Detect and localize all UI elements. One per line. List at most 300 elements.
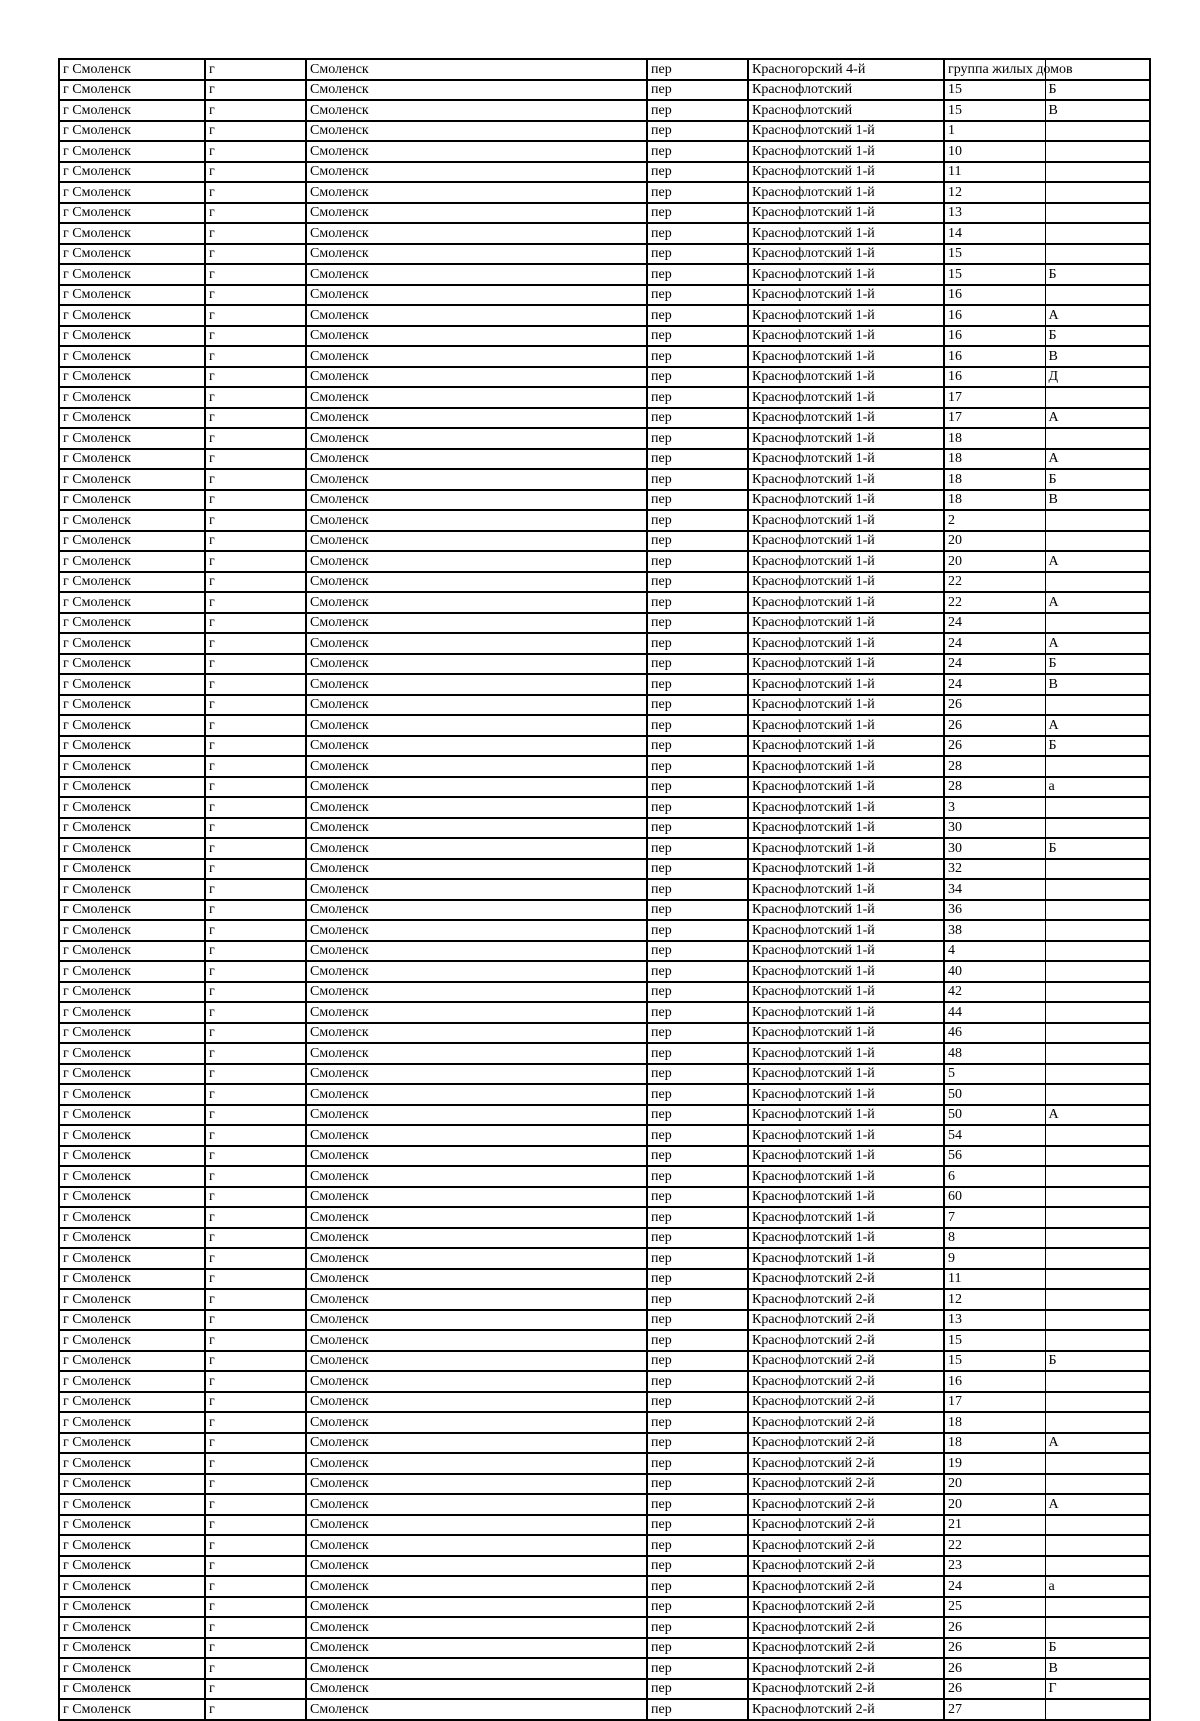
city-name-cell: Смоленск [306,1515,647,1536]
building-letter-cell: А [1045,1105,1150,1126]
city-full-cell: г Смоленск [59,1166,205,1187]
building-letter-cell [1045,1146,1150,1167]
table-row [59,941,1150,962]
city-full-cell: г Смоленск [59,1330,205,1351]
city-type-cell: г [205,1433,306,1454]
city-name-cell: Смоленск [306,1187,647,1208]
house-number-cell: 26 [944,1658,1045,1679]
building-letter-cell: А [1045,1494,1150,1515]
table-row [59,203,1150,224]
city-name-cell: Смоленск [306,264,647,285]
street-type-cell: пер [647,613,748,634]
city-full-cell: г Смоленск [59,961,205,982]
street-name-cell: Краснофлотский 1-й [748,326,944,347]
building-letter-cell: Б [1045,736,1150,757]
house-number-cell: 17 [944,387,1045,408]
building-letter-cell [1045,1515,1150,1536]
table-row [59,244,1150,265]
street-type-cell: пер [647,305,748,326]
table-row [59,285,1150,306]
city-type-cell: г [205,613,306,634]
street-type-cell: пер [647,879,748,900]
street-name-cell: Красногорский 4-й [748,59,944,80]
street-type-cell: пер [647,982,748,1003]
house-number-cell: 28 [944,777,1045,798]
city-type-cell: г [205,1453,306,1474]
city-name-cell: Смоленск [306,1166,647,1187]
street-type-cell: пер [647,1207,748,1228]
city-full-cell: г Смоленск [59,1371,205,1392]
city-full-cell: г Смоленск [59,1433,205,1454]
city-name-cell: Смоленск [306,797,647,818]
city-type-cell: г [205,633,306,654]
street-name-cell: Краснофлотский [748,100,944,121]
table-row [59,1679,1150,1700]
building-letter-cell: Б [1045,326,1150,347]
city-full-cell: г Смоленск [59,1023,205,1044]
street-name-cell: Краснофлотский 1-й [748,674,944,695]
city-name-cell: Смоленск [306,1638,647,1659]
house-number-cell: 9 [944,1248,1045,1269]
table-row [59,531,1150,552]
street-name-cell: Краснофлотский 1-й [748,756,944,777]
house-number-cell: 16 [944,326,1045,347]
street-type-cell: пер [647,531,748,552]
city-type-cell: г [205,592,306,613]
city-type-cell: г [205,1207,306,1228]
street-name-cell: Краснофлотский 1-й [748,264,944,285]
street-type-cell: пер [647,838,748,859]
house-number-cell: 26 [944,736,1045,757]
city-type-cell: г [205,777,306,798]
street-type-cell: пер [647,1248,748,1269]
street-name-cell: Краснофлотский 1-й [748,1084,944,1105]
table-row [59,305,1150,326]
house-number-cell: 24 [944,633,1045,654]
table-row [59,900,1150,921]
building-letter-cell [1045,387,1150,408]
table-row [59,551,1150,572]
city-full-cell: г Смоленск [59,633,205,654]
city-name-cell: Смоленск [306,1576,647,1597]
city-name-cell: Смоленск [306,387,647,408]
city-type-cell: г [205,264,306,285]
street-name-cell: Краснофлотский 1-й [748,1187,944,1208]
table-row [59,387,1150,408]
table-row [59,1576,1150,1597]
table-row [59,1433,1150,1454]
table-row [59,879,1150,900]
table-row [59,1084,1150,1105]
table-row [59,572,1150,593]
table-row [59,838,1150,859]
table-row [59,428,1150,449]
house-number-cell: 34 [944,879,1045,900]
house-number-cell: 44 [944,1002,1045,1023]
city-type-cell: г [205,1371,306,1392]
table-row [59,674,1150,695]
city-full-cell: г Смоленск [59,490,205,511]
house-number-cell: 24 [944,1576,1045,1597]
street-name-cell: Краснофлотский 1-й [748,551,944,572]
city-full-cell: г Смоленск [59,80,205,101]
building-letter-cell: а [1045,1576,1150,1597]
street-type-cell: пер [647,244,748,265]
street-name-cell: Краснофлотский 1-й [748,162,944,183]
street-type-cell: пер [647,387,748,408]
street-type-cell: пер [647,121,748,142]
street-type-cell: пер [647,1617,748,1638]
building-letter-cell: Б [1045,838,1150,859]
city-full-cell: г Смоленск [59,941,205,962]
building-letter-cell: Б [1045,264,1150,285]
city-full-cell: г Смоленск [59,1658,205,1679]
building-letter-cell: А [1045,551,1150,572]
city-name-cell: Смоленск [306,818,647,839]
city-full-cell: г Смоленск [59,592,205,613]
house-number-cell: 15 [944,80,1045,101]
city-type-cell: г [205,1556,306,1577]
city-name-cell: Смоленск [306,1556,647,1577]
city-full-cell: г Смоленск [59,1679,205,1700]
city-name-cell: Смоленск [306,223,647,244]
city-type-cell: г [205,1617,306,1638]
street-name-cell: Краснофлотский 1-й [748,367,944,388]
city-type-cell: г [205,121,306,142]
building-letter-cell [1045,203,1150,224]
city-full-cell: г Смоленск [59,162,205,183]
building-letter-cell [1045,1002,1150,1023]
house-number-cell: 24 [944,654,1045,675]
city-name-cell: Смоленск [306,1248,647,1269]
table-row [59,408,1150,429]
city-name-cell: Смоленск [306,203,647,224]
building-letter-cell [1045,223,1150,244]
city-full-cell: г Смоленск [59,387,205,408]
building-letter-cell [1045,510,1150,531]
building-letter-cell [1045,756,1150,777]
street-name-cell: Краснофлотский 1-й [748,387,944,408]
house-number-cell: 56 [944,1146,1045,1167]
city-name-cell: Смоленск [306,1207,647,1228]
house-number-cell: 23 [944,1556,1045,1577]
city-name-cell: Смоленск [306,1064,647,1085]
house-number-cell: 17 [944,1392,1045,1413]
street-type-cell: пер [647,756,748,777]
city-full-cell: г Смоленск [59,1515,205,1536]
city-name-cell: Смоленск [306,695,647,716]
city-full-cell: г Смоленск [59,1453,205,1474]
city-type-cell: г [205,182,306,203]
street-type-cell: пер [647,572,748,593]
house-number-cell: 28 [944,756,1045,777]
street-type-cell: пер [647,1433,748,1454]
city-type-cell: г [205,572,306,593]
house-number-cell: 16 [944,346,1045,367]
street-name-cell: Краснофлотский 2-й [748,1515,944,1536]
street-type-cell: пер [647,1228,748,1249]
house-number-cell: 12 [944,1289,1045,1310]
city-name-cell: Смоленск [306,1535,647,1556]
city-name-cell: Смоленск [306,572,647,593]
house-number-cell: 15 [944,1330,1045,1351]
table-row [59,121,1150,142]
building-letter-cell: Б [1045,469,1150,490]
house-number-cell: 22 [944,592,1045,613]
building-letter-cell [1045,1269,1150,1290]
street-type-cell: пер [647,223,748,244]
city-full-cell: г Смоленск [59,797,205,818]
city-full-cell: г Смоленск [59,1043,205,1064]
street-name-cell: Краснофлотский 1-й [748,613,944,634]
street-type-cell: пер [647,1310,748,1331]
building-letter-cell [1045,1556,1150,1577]
building-letter-cell [1045,1064,1150,1085]
city-full-cell: г Смоленск [59,367,205,388]
city-name-cell: Смоленск [306,510,647,531]
street-name-cell: Краснофлотский 2-й [748,1453,944,1474]
street-name-cell: Краснофлотский 1-й [748,818,944,839]
street-name-cell: Краснофлотский 2-й [748,1412,944,1433]
street-name-cell: Краснофлотский 1-й [748,633,944,654]
city-type-cell: г [205,326,306,347]
table-row [59,1269,1150,1290]
table-row [59,1351,1150,1372]
table-row [59,1699,1150,1720]
city-name-cell: Смоленск [306,900,647,921]
street-type-cell: пер [647,1084,748,1105]
street-name-cell: Краснофлотский 1-й [748,223,944,244]
city-type-cell: г [205,838,306,859]
building-letter-cell [1045,162,1150,183]
street-name-cell: Краснофлотский 1-й [748,1146,944,1167]
street-name-cell: Краснофлотский [748,80,944,101]
table-row [59,1638,1150,1659]
building-letter-cell [1045,1043,1150,1064]
city-type-cell: г [205,1576,306,1597]
table-row [59,490,1150,511]
table-row [59,346,1150,367]
city-type-cell: г [205,1412,306,1433]
street-name-cell: Краснофлотский 2-й [748,1576,944,1597]
city-type-cell: г [205,1699,306,1720]
city-name-cell: Смоленск [306,59,647,80]
building-letter-cell: Д [1045,367,1150,388]
city-type-cell: г [205,285,306,306]
table-row [59,264,1150,285]
building-letter-cell [1045,900,1150,921]
city-name-cell: Смоленск [306,346,647,367]
city-name-cell: Смоленск [306,961,647,982]
building-letter-cell [1045,1310,1150,1331]
city-name-cell: Смоленск [306,80,647,101]
city-name-cell: Смоленск [306,859,647,880]
street-type-cell: пер [647,326,748,347]
table-row [59,818,1150,839]
street-type-cell: пер [647,367,748,388]
building-letter-cell [1045,879,1150,900]
house-number-cell: 15 [944,264,1045,285]
street-name-cell: Краснофлотский 1-й [748,121,944,142]
street-type-cell: пер [647,1412,748,1433]
house-number-cell: 4 [944,941,1045,962]
table-row [59,1146,1150,1167]
city-name-cell: Смоленск [306,449,647,470]
table-row [59,1494,1150,1515]
table-row [59,182,1150,203]
street-type-cell: пер [647,490,748,511]
house-number-cell: 12 [944,182,1045,203]
building-letter-cell: Б [1045,654,1150,675]
house-number-cell: 18 [944,1433,1045,1454]
city-full-cell: г Смоленск [59,1125,205,1146]
house-number-cell: 1 [944,121,1045,142]
street-name-cell: Краснофлотский 2-й [748,1638,944,1659]
street-name-cell: Краснофлотский 1-й [748,141,944,162]
city-type-cell: г [205,1638,306,1659]
street-type-cell: пер [647,1597,748,1618]
table-row [59,1289,1150,1310]
street-name-cell: Краснофлотский 1-й [748,428,944,449]
house-number-cell: 26 [944,1638,1045,1659]
city-type-cell: г [205,1002,306,1023]
street-name-cell: Краснофлотский 1-й [748,346,944,367]
city-type-cell: г [205,920,306,941]
city-type-cell: г [205,141,306,162]
city-full-cell: г Смоленск [59,121,205,142]
street-name-cell: Краснофлотский 1-й [748,182,944,203]
table-row [59,920,1150,941]
street-type-cell: пер [647,1392,748,1413]
street-name-cell: Краснофлотский 1-й [748,449,944,470]
table-row [59,469,1150,490]
street-type-cell: пер [647,346,748,367]
street-type-cell: пер [647,1351,748,1372]
city-type-cell: г [205,797,306,818]
table-row [59,326,1150,347]
street-type-cell: пер [647,449,748,470]
street-name-cell: Краснофлотский 2-й [748,1351,944,1372]
street-type-cell: пер [647,1064,748,1085]
street-name-cell: Краснофлотский 2-й [748,1474,944,1495]
city-full-cell: г Смоленск [59,1474,205,1495]
house-number-cell: 10 [944,141,1045,162]
table-row [59,1474,1150,1495]
city-full-cell: г Смоленск [59,756,205,777]
table-row [59,367,1150,388]
city-full-cell: г Смоленск [59,59,205,80]
city-type-cell: г [205,367,306,388]
building-letter-cell: Г [1045,1679,1150,1700]
street-name-cell: Краснофлотский 1-й [748,859,944,880]
house-number-cell: 15 [944,244,1045,265]
city-type-cell: г [205,510,306,531]
building-letter-cell [1045,1207,1150,1228]
house-number-cell: 2 [944,510,1045,531]
house-number-cell: 20 [944,531,1045,552]
table-row [59,715,1150,736]
street-type-cell: пер [647,1371,748,1392]
building-letter-cell: В [1045,674,1150,695]
city-type-cell: г [205,1146,306,1167]
street-name-cell: Краснофлотский 1-й [748,408,944,429]
city-full-cell: г Смоленск [59,1146,205,1167]
city-full-cell: г Смоленск [59,1228,205,1249]
city-name-cell: Смоленск [306,141,647,162]
city-full-cell: г Смоленск [59,469,205,490]
building-letter-cell [1045,1597,1150,1618]
table-row [59,100,1150,121]
building-letter-cell [1045,1125,1150,1146]
street-name-cell: Краснофлотский 1-й [748,695,944,716]
street-name-cell: Краснофлотский 2-й [748,1269,944,1290]
building-letter-cell [1045,1289,1150,1310]
city-name-cell: Смоленск [306,244,647,265]
house-number-cell: 25 [944,1597,1045,1618]
city-type-cell: г [205,1515,306,1536]
city-full-cell: г Смоленск [59,838,205,859]
city-full-cell: г Смоленск [59,203,205,224]
building-letter-cell [1045,1187,1150,1208]
house-number-cell: 14 [944,223,1045,244]
house-number-cell: 24 [944,674,1045,695]
house-number-cell: 24 [944,613,1045,634]
house-number-cell: 18 [944,428,1045,449]
street-type-cell: пер [647,182,748,203]
street-type-cell: пер [647,264,748,285]
city-type-cell: г [205,1597,306,1618]
city-type-cell: г [205,1187,306,1208]
street-type-cell: пер [647,469,748,490]
city-name-cell: Смоленск [306,121,647,142]
city-type-cell: г [205,859,306,880]
building-letter-cell: В [1045,1658,1150,1679]
city-full-cell: г Смоленск [59,777,205,798]
street-name-cell: Краснофлотский 2-й [748,1617,944,1638]
city-full-cell: г Смоленск [59,818,205,839]
city-type-cell: г [205,490,306,511]
city-type-cell: г [205,1351,306,1372]
street-type-cell: пер [647,1699,748,1720]
street-type-cell: пер [647,633,748,654]
street-type-cell: пер [647,1166,748,1187]
street-type-cell: пер [647,1002,748,1023]
city-name-cell: Смоленск [306,162,647,183]
street-type-cell: пер [647,941,748,962]
table-row [59,1228,1150,1249]
street-type-cell: пер [647,900,748,921]
city-name-cell: Смоленск [306,1453,647,1474]
city-type-cell: г [205,1084,306,1105]
street-name-cell: Краснофлотский 1-й [748,244,944,265]
table-row [59,1207,1150,1228]
table-row [59,1515,1150,1536]
city-type-cell: г [205,469,306,490]
house-number-cell: 17 [944,408,1045,429]
city-full-cell: г Смоленск [59,408,205,429]
city-name-cell: Смоленск [306,613,647,634]
street-type-cell: пер [647,777,748,798]
city-type-cell: г [205,1023,306,1044]
table-row [59,736,1150,757]
street-name-cell: Краснофлотский 1-й [748,838,944,859]
house-number-cell: 3 [944,797,1045,818]
city-full-cell: г Смоленск [59,1556,205,1577]
building-letter-cell [1045,531,1150,552]
street-type-cell: пер [647,859,748,880]
house-number-cell: 38 [944,920,1045,941]
street-type-cell: пер [647,736,748,757]
